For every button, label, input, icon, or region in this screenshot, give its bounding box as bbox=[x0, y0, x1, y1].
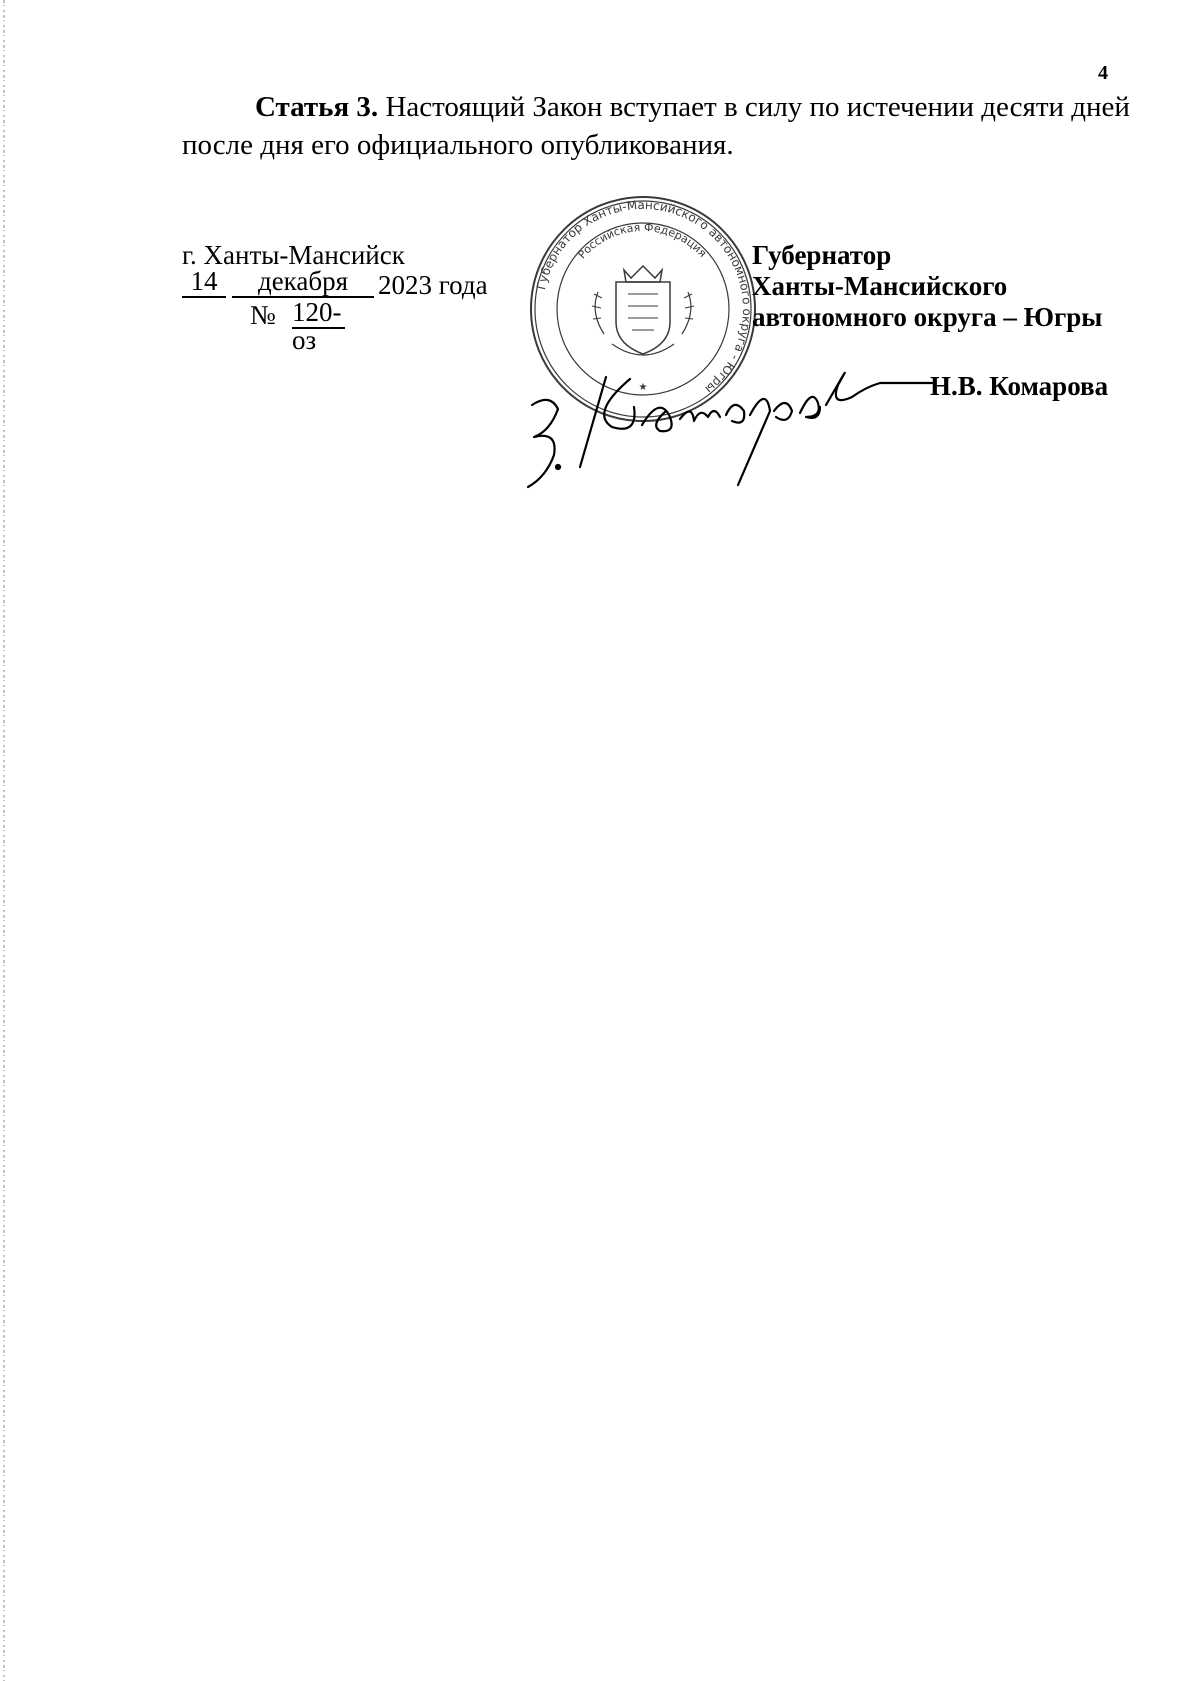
article-3 bbox=[182, 88, 1130, 164]
date-day: 14 bbox=[182, 267, 226, 298]
place-of-signing: г. Ханты-Мансийск bbox=[182, 240, 405, 270]
signatory-name: Н.В. Комарова bbox=[930, 371, 1109, 401]
coat-of-arms-emblem bbox=[592, 266, 694, 355]
number-sign: № bbox=[250, 300, 276, 330]
article-heading: Статья 3. bbox=[255, 91, 379, 123]
signatory-title bbox=[752, 240, 1102, 333]
seal-outer-text: Губернатор Ханты-Мансийского автономного округа - Югры bbox=[533, 197, 755, 397]
article-line-1 bbox=[182, 88, 1130, 126]
signatory-title-line-1: Губернатор bbox=[752, 240, 892, 270]
law-number: 120-оз bbox=[292, 298, 345, 329]
scan-edge-artifact bbox=[2, 0, 7, 1681]
signatory-title-line-3: автономного округа – Югры bbox=[752, 302, 1103, 332]
page-number: 4 bbox=[1098, 62, 1108, 84]
date-year: 2023 года bbox=[378, 270, 488, 300]
article-text-2: после дня его официального опубликования. bbox=[182, 129, 734, 161]
signatory-title-line-2: Ханты-Мансийского bbox=[752, 271, 1008, 301]
handwritten-signature bbox=[520, 355, 940, 495]
seal-inner-text: Российская Федерация bbox=[575, 220, 710, 262]
date-month: декабря bbox=[232, 267, 374, 298]
article-text-1: Настоящий Закон вступает в силу по истечении десяти дней bbox=[378, 91, 1130, 123]
svg-text:★: ★ bbox=[638, 382, 648, 393]
